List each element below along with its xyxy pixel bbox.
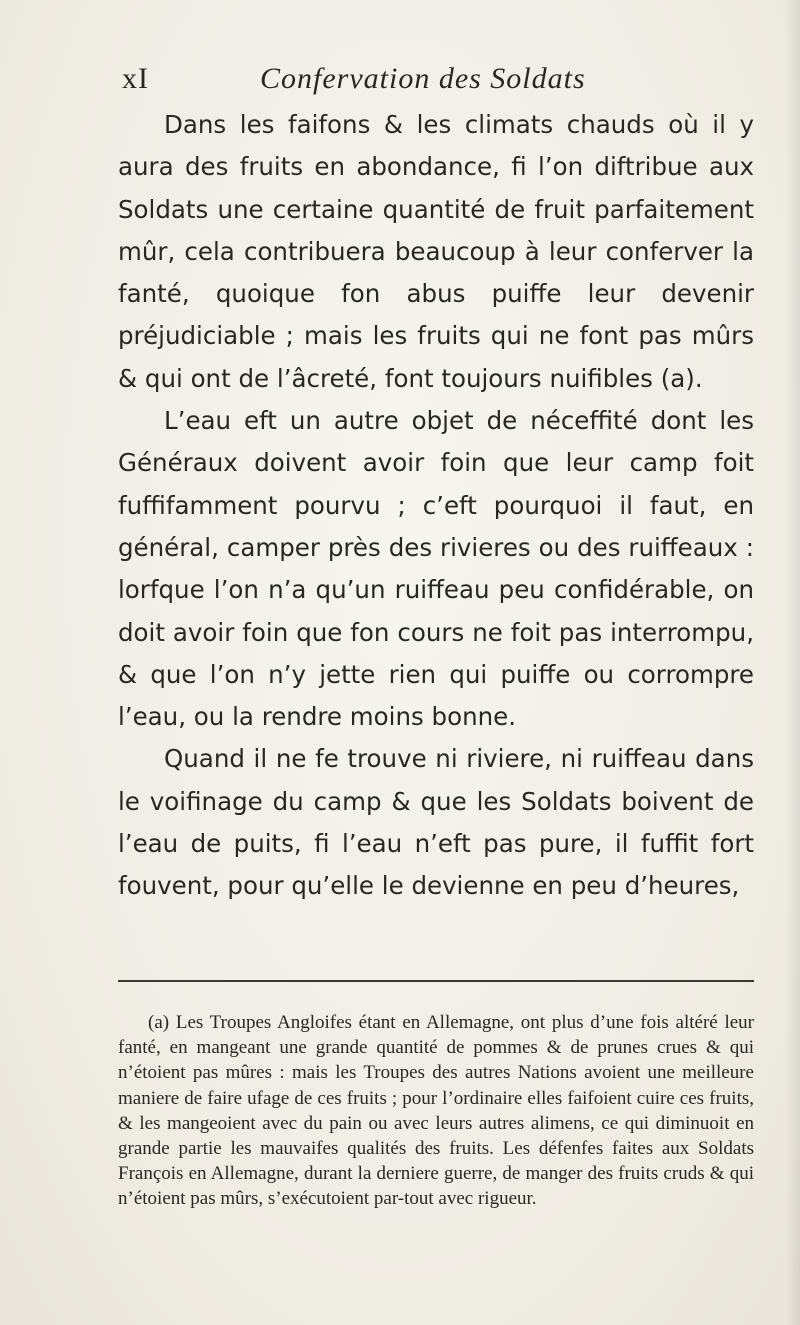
footnote-rule <box>118 980 754 982</box>
paragraph-water: L’eau eft un autre objet de néceffité dont les Généraux doivent avoir foin que leur camp foit fuffifamment pourvu ; c’eft pourquoi il faut, en général, camper près des rivieres ou des ruiffeaux : lorfque l’on n’a qu’un ruiffeau peu confidérable, on doit avoir foin que fon cours ne foit pas interrompu, & que l’on n’y jette rien qui puiffe ou corrompre l’eau, ou la rendre moins bonne. <box>118 406 754 732</box>
page-number: xI <box>122 62 149 95</box>
running-title: Confervation des Soldats <box>260 62 586 95</box>
paragraph-fruits: Dans les faifons & les climats chauds où il y aura des fruits en abondance, fi l’on diftribue aux Soldats une certaine quantité de fruit parfaitement mûr, cela contribuera beaucoup à leur conferver la fanté, quoique fon abus puiffe leur devenir préjudiciable ; mais les fruits qui ne font pas mûrs & qui ont de l’âcreté, font toujours nuifibles (a). <box>118 110 754 393</box>
page-edge-shadow <box>786 0 800 1325</box>
footnote-a: (a) Les Troupes Angloifes étant en Allemagne, ont plus d’une fois altéré leur fanté, en mangeant une grande quantité de pommes & de prunes crues & qui n’étoient pas mûres : mais les Troupes des autres Nations avoient une meilleure maniere de faire ufage de ces fruits ; pour l’ordinaire elles faifoient cuire ces fruits, & les mangeoient avec du pain ou avec leurs autres alimens, ce qui diminuoit en grande partie les mauvaifes qualités des fruits. Les défenfes faites aux Soldats François en Allemagne, durant la derniere guerre, de manger des fruits cruds & qui n’étoient pas mûrs, s’exécutoient par-tout avec rigueur. <box>118 1012 754 1210</box>
running-head <box>122 62 742 102</box>
paragraph-wells: Quand il ne fe trouve ni riviere, ni ruiffeau dans le voifinage du camp & que les Soldats boivent de l’eau de puits, fi l’eau n’eft pas pure, il fuffit fort fouvent, pour qu’elle le devienne en peu d’heures, <box>118 744 754 901</box>
main-text <box>118 104 754 908</box>
